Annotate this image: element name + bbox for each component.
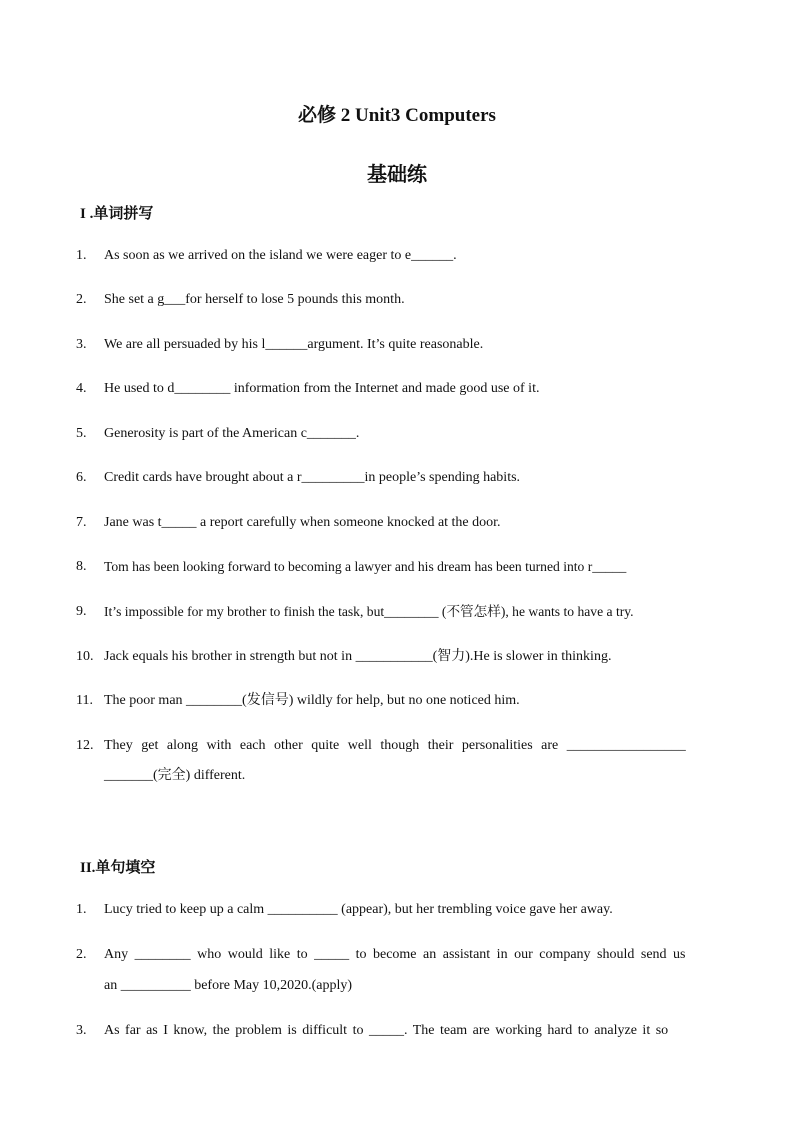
- item-text: It’s impossible for my brother to finish the task, but________ (不管怎样), he wants to have a try.: [104, 604, 634, 619]
- list-item: [76, 424, 718, 444]
- item-text: Any ________ who would like to _____ to become an assistant in our company should send us: [104, 947, 686, 962]
- item-number: 2.: [76, 292, 87, 307]
- item-text: She set a g___for herself to lose 5 pounds this month.: [104, 292, 405, 307]
- list-item: [76, 335, 718, 355]
- list-item: [76, 736, 718, 756]
- list-item: [76, 647, 718, 667]
- section-heading: II.单句填空: [80, 860, 156, 876]
- document-title: 必修 2 Unit3 Computers: [298, 105, 496, 126]
- list-item: [76, 691, 718, 711]
- item-text: The poor man ________(发信号) wildly for help, but no one noticed him.: [104, 693, 520, 708]
- item-text: As soon as we arrived on the island we were eager to e______.: [104, 248, 457, 263]
- item-text: We are all persuaded by his l______argument. It’s quite reasonable.: [104, 337, 484, 352]
- item-number: 3.: [76, 1023, 87, 1038]
- item-number: 5.: [76, 426, 87, 441]
- list-item: [76, 602, 718, 622]
- section-heading: I .单词拼写: [80, 206, 154, 222]
- list-item: [76, 468, 718, 488]
- item-number: 2.: [76, 947, 87, 962]
- item-number: 11.: [76, 693, 93, 708]
- item-number: 10.: [76, 649, 94, 664]
- item-text: Credit cards have brought about a r_________in people’s spending habits.: [104, 470, 521, 485]
- document-subtitle: 基础练: [367, 164, 427, 186]
- item-number: 7.: [76, 515, 87, 530]
- list-item: [76, 945, 718, 965]
- item-text: Generosity is part of the American c_______.: [104, 426, 360, 441]
- list-item: [76, 900, 718, 920]
- item-text-continuation: _______(完全) different.: [104, 768, 246, 783]
- list-item: [76, 246, 718, 266]
- item-text: Jane was t_____ a report carefully when someone knocked at the door.: [104, 515, 501, 530]
- list-item: [76, 557, 718, 577]
- list-item: [76, 513, 718, 533]
- item-number: 9.: [76, 604, 87, 619]
- item-text: Lucy tried to keep up a calm __________ (appear), but her trembling voice gave her away.: [104, 902, 613, 917]
- item-text: Tom has been looking forward to becoming a lawyer and his dream has been turned into r_____: [104, 559, 627, 574]
- list-item: [76, 379, 718, 399]
- item-text: Jack equals his brother in strength but not in ___________(智力).He is slower in thinking.: [104, 649, 612, 664]
- item-number: 3.: [76, 337, 87, 352]
- item-number: 4.: [76, 381, 87, 396]
- item-number: 1.: [76, 902, 87, 917]
- item-number: 6.: [76, 470, 87, 485]
- item-text-continuation: an __________ before May 10,2020.(apply): [104, 978, 353, 993]
- item-text: He used to d________ information from the Internet and made good use of it.: [104, 381, 540, 396]
- item-text: As far as I know, the problem is difficult to _____. The team are working hard to analyze it so: [104, 1023, 669, 1038]
- item-number: 12.: [76, 738, 94, 753]
- list-item: [76, 290, 718, 310]
- item-number: 8.: [76, 559, 87, 574]
- list-item: [76, 1021, 718, 1041]
- item-text: They get along with each other quite well though their personalities are _________________: [104, 738, 686, 753]
- item-number: 1.: [76, 248, 87, 263]
